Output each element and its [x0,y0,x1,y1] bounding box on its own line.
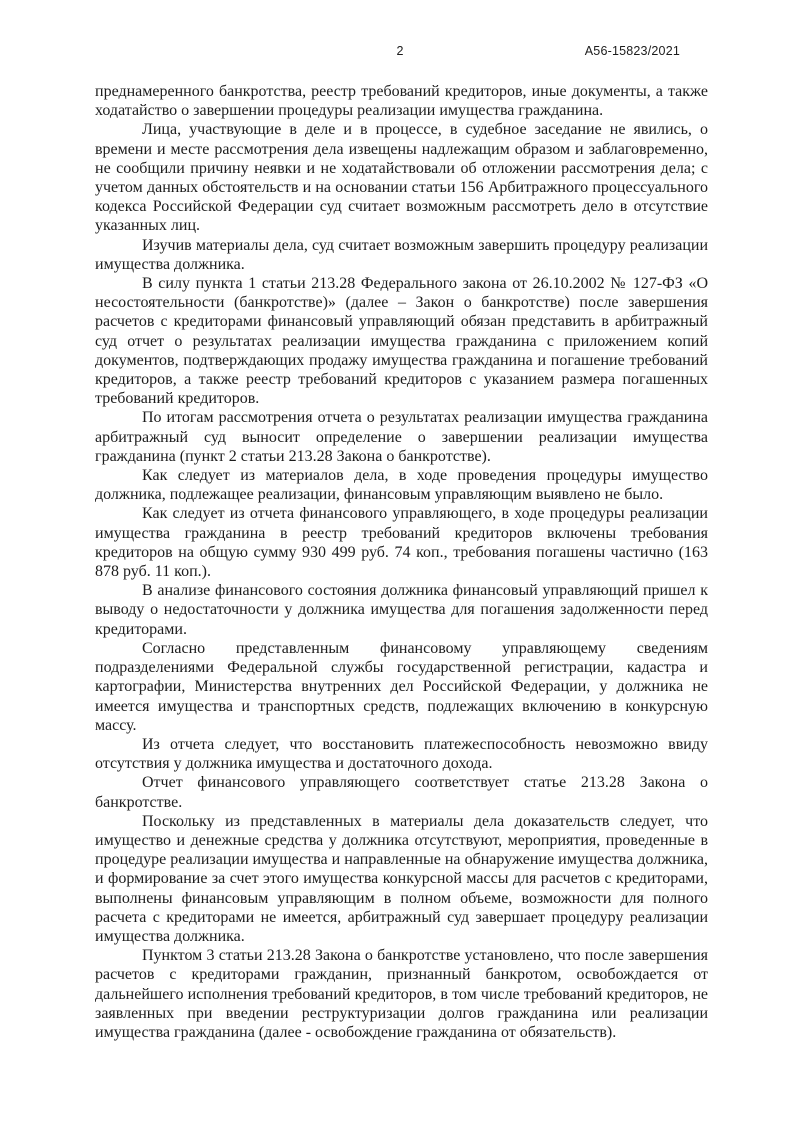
paragraph: преднамеренного банкротства, реестр требований кредиторов, иные документы, а также ходатайство о завершении процедуры реализации имущества гражданина. [95,83,708,120]
paragraph: Как следует из материалов дела, в ходе проведения процедуры имущество должника, подлежащее реализации, финансовым управляющим выявлено не было. [95,467,708,504]
paragraph: В анализе финансового состояния должника финансовый управляющий пришел к выводу о недостаточности у должника имущества для погашения задолженности перед кредиторами. [95,582,708,638]
case-number: А56-15823/2021 [584,44,680,58]
paragraph: По итогам рассмотрения отчета о результатах реализации имущества гражданина арбитражный суд выносит определение о завершении реализации имущества гражданина (пункт 2 статьи 213.28 Закона о банкротстве). [95,409,708,465]
paragraph: Из отчета следует, что восстановить платежеспособность невозможно ввиду отсутствия у должника имущества и достаточного дохода. [95,735,708,773]
paragraph: Изучив материалы дела, суд считает возможным завершить процедуру реализации имущества должника. [95,236,708,273]
paragraph: В силу пункта 1 статьи 213.28 Федерального закона от 26.10.2002 № 127-ФЗ «О несостоятельности (банкротстве)» (далее – Закон о банкротстве) после завершения расчетов с кредиторами финансовый управляющий обязан представить в арбитражный суд отчет о результатах реализации имущества гражданина с приложением копий документов, подтверждающих продажу имущества гражданина и погашение требований кредиторов, а также реестр требований кредиторов с указанием размера погашенных требований кредиторов. [95,275,708,408]
paragraph: Согласно представленным финансовому управляющему сведениям подразделениями Федеральной службы государственной регистрации, кадастра и картографии, Министерства внутренних дел Российской Федерации, у должника не имеется имущества и транспортных средств, подлежащих включению в конкурсную массу. [95,639,708,734]
paragraph: Отчет финансового управляющего соответствует статье 213.28 Закона о банкротстве. [95,774,708,811]
paragraph: Лица, участвующие в деле и в процессе, в судебное заседание не явились, о времени и месте рассмотрения дела извещены надлежащим образом и заблаговременно, не сообщили причину неявки и не ходатайствовали об отложении рассмотрения дела; с учетом данных обстоятельств и на основании статьи 156 Арбитражного процессуального кодекса Российской Федерации суд считает возможным рассмотреть дело в отсутствие указанных лиц. [95,121,708,235]
document-body [95,82,708,1042]
paragraph: Как следует из отчета финансового управляющего, в ходе процедуры реализации имущества гражданина в реестр требований кредиторов включены требования кредиторов на общую сумму 930 499 руб. 74 коп., требования погашены частично (163 878 руб. 11 коп.). [95,505,708,581]
paragraph: Пунктом 3 статьи 213.28 Закона о банкротстве установлено, что после завершения расчетов с кредиторами гражданин, признанный банкротом, освобождается от дальнейшего исполнения требований кредиторов, в том числе требований кредиторов, не заявленных при введении реструктуризации долгов гражданина или реализации имущества гражданина (далее - освобождение гражданина от обязательств). [95,947,708,1041]
paragraph: Поскольку из представленных в материалы дела доказательств следует, что имущество и денежные средства у должника отсутствуют, мероприятия, проведенные в процедуре реализации имущества и направленные на обнаружение имущества должника, и формирование за счет этого имущества конкурсной массы для расчетов с кредиторами, выполнены финансовым управляющим в полном объеме, возможности для полного расчета с кредиторами не имеется, арбитражный суд завершает процедуру реализации имущества должника. [95,812,708,945]
page-number: 2 [396,44,404,58]
